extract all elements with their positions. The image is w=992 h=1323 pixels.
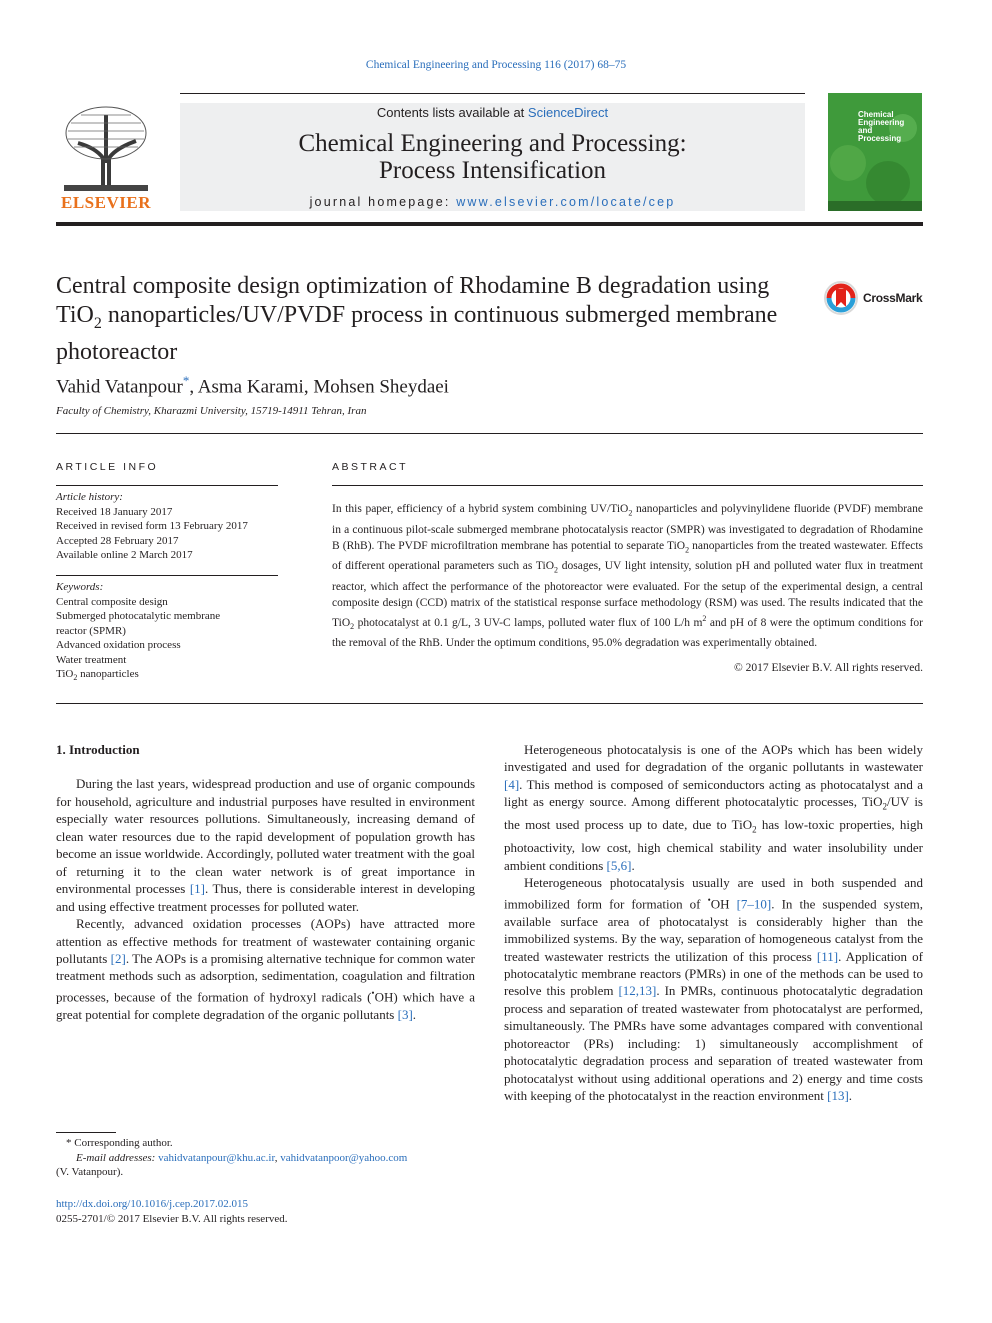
article-info-rule bbox=[56, 485, 278, 486]
keyword: reactor (SPMR) bbox=[56, 624, 126, 637]
body-column-left bbox=[56, 741, 475, 1023]
reference-link[interactable]: [7–10] bbox=[736, 896, 772, 912]
cover-title: Chemical Engineering and Processing bbox=[858, 110, 905, 143]
article-history: Article history: Received 18 January 2017 Received in revised form 13 February 2017 Accepted 28 February 2017 Available online 2 March 2017 bbox=[56, 491, 248, 561]
journal-citation[interactable]: Chemical Engineering and Processing 116 (2017) 68–75 bbox=[365, 59, 627, 71]
reference-link[interactable]: [11] bbox=[816, 948, 839, 964]
journal-masthead bbox=[180, 103, 805, 211]
journal-cover[interactable] bbox=[828, 93, 922, 211]
keyword: Submerged photocatalytic membrane bbox=[56, 610, 221, 622]
crossmark-badge[interactable]: CrossMark bbox=[823, 280, 923, 316]
keywords-list: Keywords: Central composite design Submerged photocatalytic membrane reactor (SPMR) Advanced oxidation process Water treatment TiO$_2$ nanoparticles bbox=[56, 580, 281, 686]
abstract-heading: ABSTRACT bbox=[332, 461, 409, 473]
keyword: Water treatment bbox=[56, 653, 127, 666]
abstract-rule bbox=[332, 485, 923, 486]
tree-emblem-icon bbox=[56, 103, 156, 195]
email-link[interactable]: vahidvatanpoor@yahoo.com bbox=[280, 1151, 408, 1164]
reference-link[interactable]: [12,13] bbox=[618, 983, 657, 999]
abstract-bottom-rule bbox=[56, 703, 923, 704]
copyright-notice: © 2017 Elsevier B.V. All rights reserved. bbox=[734, 662, 923, 674]
author-list: Vahid Vatanpour*, Asma Karami, Mohsen Sheydaei bbox=[56, 373, 449, 398]
keyword: TiO$_2$ nanoparticles bbox=[56, 668, 139, 683]
email-link[interactable]: vahidvatanpour@khu.ac.ir bbox=[158, 1151, 275, 1164]
elsevier-logo bbox=[56, 103, 156, 213]
keywords-rule bbox=[56, 575, 278, 576]
section-heading: 1. Introduction bbox=[56, 742, 140, 757]
journal-title: Chemical Engineering and Processing: Process Intensification bbox=[298, 130, 687, 184]
body-column-right bbox=[504, 741, 923, 1105]
article-title: Central composite design optimization of Rhodamine B degradation using TiO$_2$ nanoparticles/UV/PVDF process in continuous submerged membrane photoreactor bbox=[56, 273, 778, 365]
corresponding-marker[interactable]: * bbox=[182, 373, 190, 388]
reference-link[interactable]: [2] bbox=[110, 950, 126, 966]
masthead-rule-top bbox=[180, 93, 805, 94]
reference-link[interactable]: [4] bbox=[504, 776, 520, 792]
issn-line: 0255-2701/© 2017 Elsevier B.V. All rights reserved. bbox=[56, 1212, 288, 1225]
doi-block bbox=[56, 1197, 476, 1226]
keyword: Central composite design bbox=[56, 595, 168, 608]
reference-link[interactable]: [1] bbox=[189, 881, 206, 897]
footnote: * Corresponding author. E-mail addresses: vahidvatanpour@khu.ac.ir, vahidvatanpoor@yahoo.com (V. Vatanpour). bbox=[56, 1137, 408, 1178]
paragraph: Recently, advanced oxidation processes (AOPs) have attracted more attention as effective methods for treatment of wastewater containing organic pollutants [2]. The AOPs is a promising alternative technique for common water treatment methods such as adsorption, sedimentation, coagulation and filtration processes, because of the formation of hydroxyl radicals (•OH) which have a great potential for complete degradation of the organic pollutants [3]. bbox=[56, 916, 476, 1022]
paragraph: During the last years, widespread production and use of organic compounds for household, agriculture and industrial purposes have resulted in environment especially water resources pollutions. Simultaneously, increasing demand of clean water resources due to the rapid development of population growth has become an issue worldwide. Accordingly, polluted water treatment with the goal of returning it to the clean water network is of great importance in environmental processes [1]. Thus, there is considerable interest in developing and using effective treatment processes for polluted water. bbox=[56, 776, 476, 914]
journal-homepage: journal homepage: www.elsevier.com/locate/cep bbox=[309, 195, 676, 209]
sciencedirect-link[interactable]: ScienceDirect bbox=[527, 105, 609, 120]
affiliation-rule bbox=[56, 433, 923, 434]
author-name[interactable]: Asma Karami bbox=[197, 376, 304, 398]
paragraph: Heterogeneous photocatalysis usually are used in both suspended and immobilized form for formation of •OH [7–10]. In the suspended system, available surface area of photocatalyst is considerably higher than the immobilized systems. By the way, separation of homogeneous catalyst from the treated wastewater restricts the utilization of this process [11]. Application of photocatalytic membrane reactors (PMRs) in one of the methods can be used to resolve this problem [12,13]. In PMRs, continuous photocatalytic degradation process and separation of treated wastewater from photocatalyst are performed, simultaneously. The PMRs have some advantages compared with conventional photoreactor (PRs) including: 1) simultaneously accomplishment of photocatalytic degradation process and separation of treated wastewater from photocatalyst without using additional operations and 2) energy and time costs with keeping of the photocatalyst in the reaction environment [13]. bbox=[504, 875, 923, 1104]
reference-link[interactable]: [13] bbox=[827, 1088, 849, 1104]
article-info-heading: ARTICLE INFO bbox=[56, 461, 159, 473]
doi-link[interactable]: http://dx.doi.org/10.1016/j.cep.2017.02.015 bbox=[56, 1198, 248, 1210]
elsevier-wordmark: ELSEVIER bbox=[61, 193, 151, 212]
crossmark-icon bbox=[823, 280, 861, 316]
reference-link[interactable]: [3] bbox=[397, 1006, 413, 1022]
footnote-rule bbox=[56, 1132, 116, 1133]
keyword: Advanced oxidation process bbox=[56, 639, 181, 651]
abstract-text: In this paper, efficiency of a hybrid system combining UV/TiO$_2$ nanoparticles and polyvinylidene fluoride (PVDF) membrane in a continuous pilot-scale submerged membrane photocatalysis reactor (SMPR) was investigated to degradation of Rhodamine B (RhB). The PVDF microfiltration membrane has potential to separate TiO$_2$ nanoparticles from the treated wastewater. Effects of different operational parameters such as TiO$_2$ dosages, UV light intensity, solution pH and polluted water flux in treatment reactor, which affect the performance of the photoreactor were evaluated. For the setup of the experimental design, a central composite design (CCD) matrix of the statistical response surface methodology (RSM) was used. The results indicated that the TiO$_2$ photocatalyst at 0.1 g/L, 3 UV-C lamps, polluted water flux of 100 L/h $m^2$ and pH of 8 were the optimum conditions for the removal of the RhB. Under the optimum conditions, 95.0% degradation was experimentally obtained. bbox=[332, 503, 923, 650]
author-name[interactable]: Mohsen Sheydaei bbox=[313, 376, 449, 398]
author-name[interactable]: Vahid Vatanpour bbox=[56, 376, 183, 398]
affiliation: Faculty of Chemistry, Kharazmi University, 15719-14911 Tehran, Iran bbox=[56, 405, 367, 417]
contents-line: Contents lists available at ScienceDirect bbox=[376, 105, 609, 120]
header-thick-rule bbox=[56, 222, 923, 226]
reference-link[interactable]: [5,6] bbox=[606, 857, 632, 873]
homepage-link[interactable]: www.elsevier.com/locate/cep bbox=[456, 195, 676, 209]
paragraph: Heterogeneous photocatalysis is one of the AOPs which has been widely investigated and used for degradation of the organic pollutants in wastewater [4]. This method is composed of semiconductors acting as photocatalyst and a light as energy source. Among different photocatalytic processes, TiO$_2$/UV is the most used process up to date, due to TiO$_2$ has low-toxic properties, high photoactivity, low cost, high chemical stability and water insolubility under ambient conditions [5,6]. bbox=[504, 742, 923, 873]
